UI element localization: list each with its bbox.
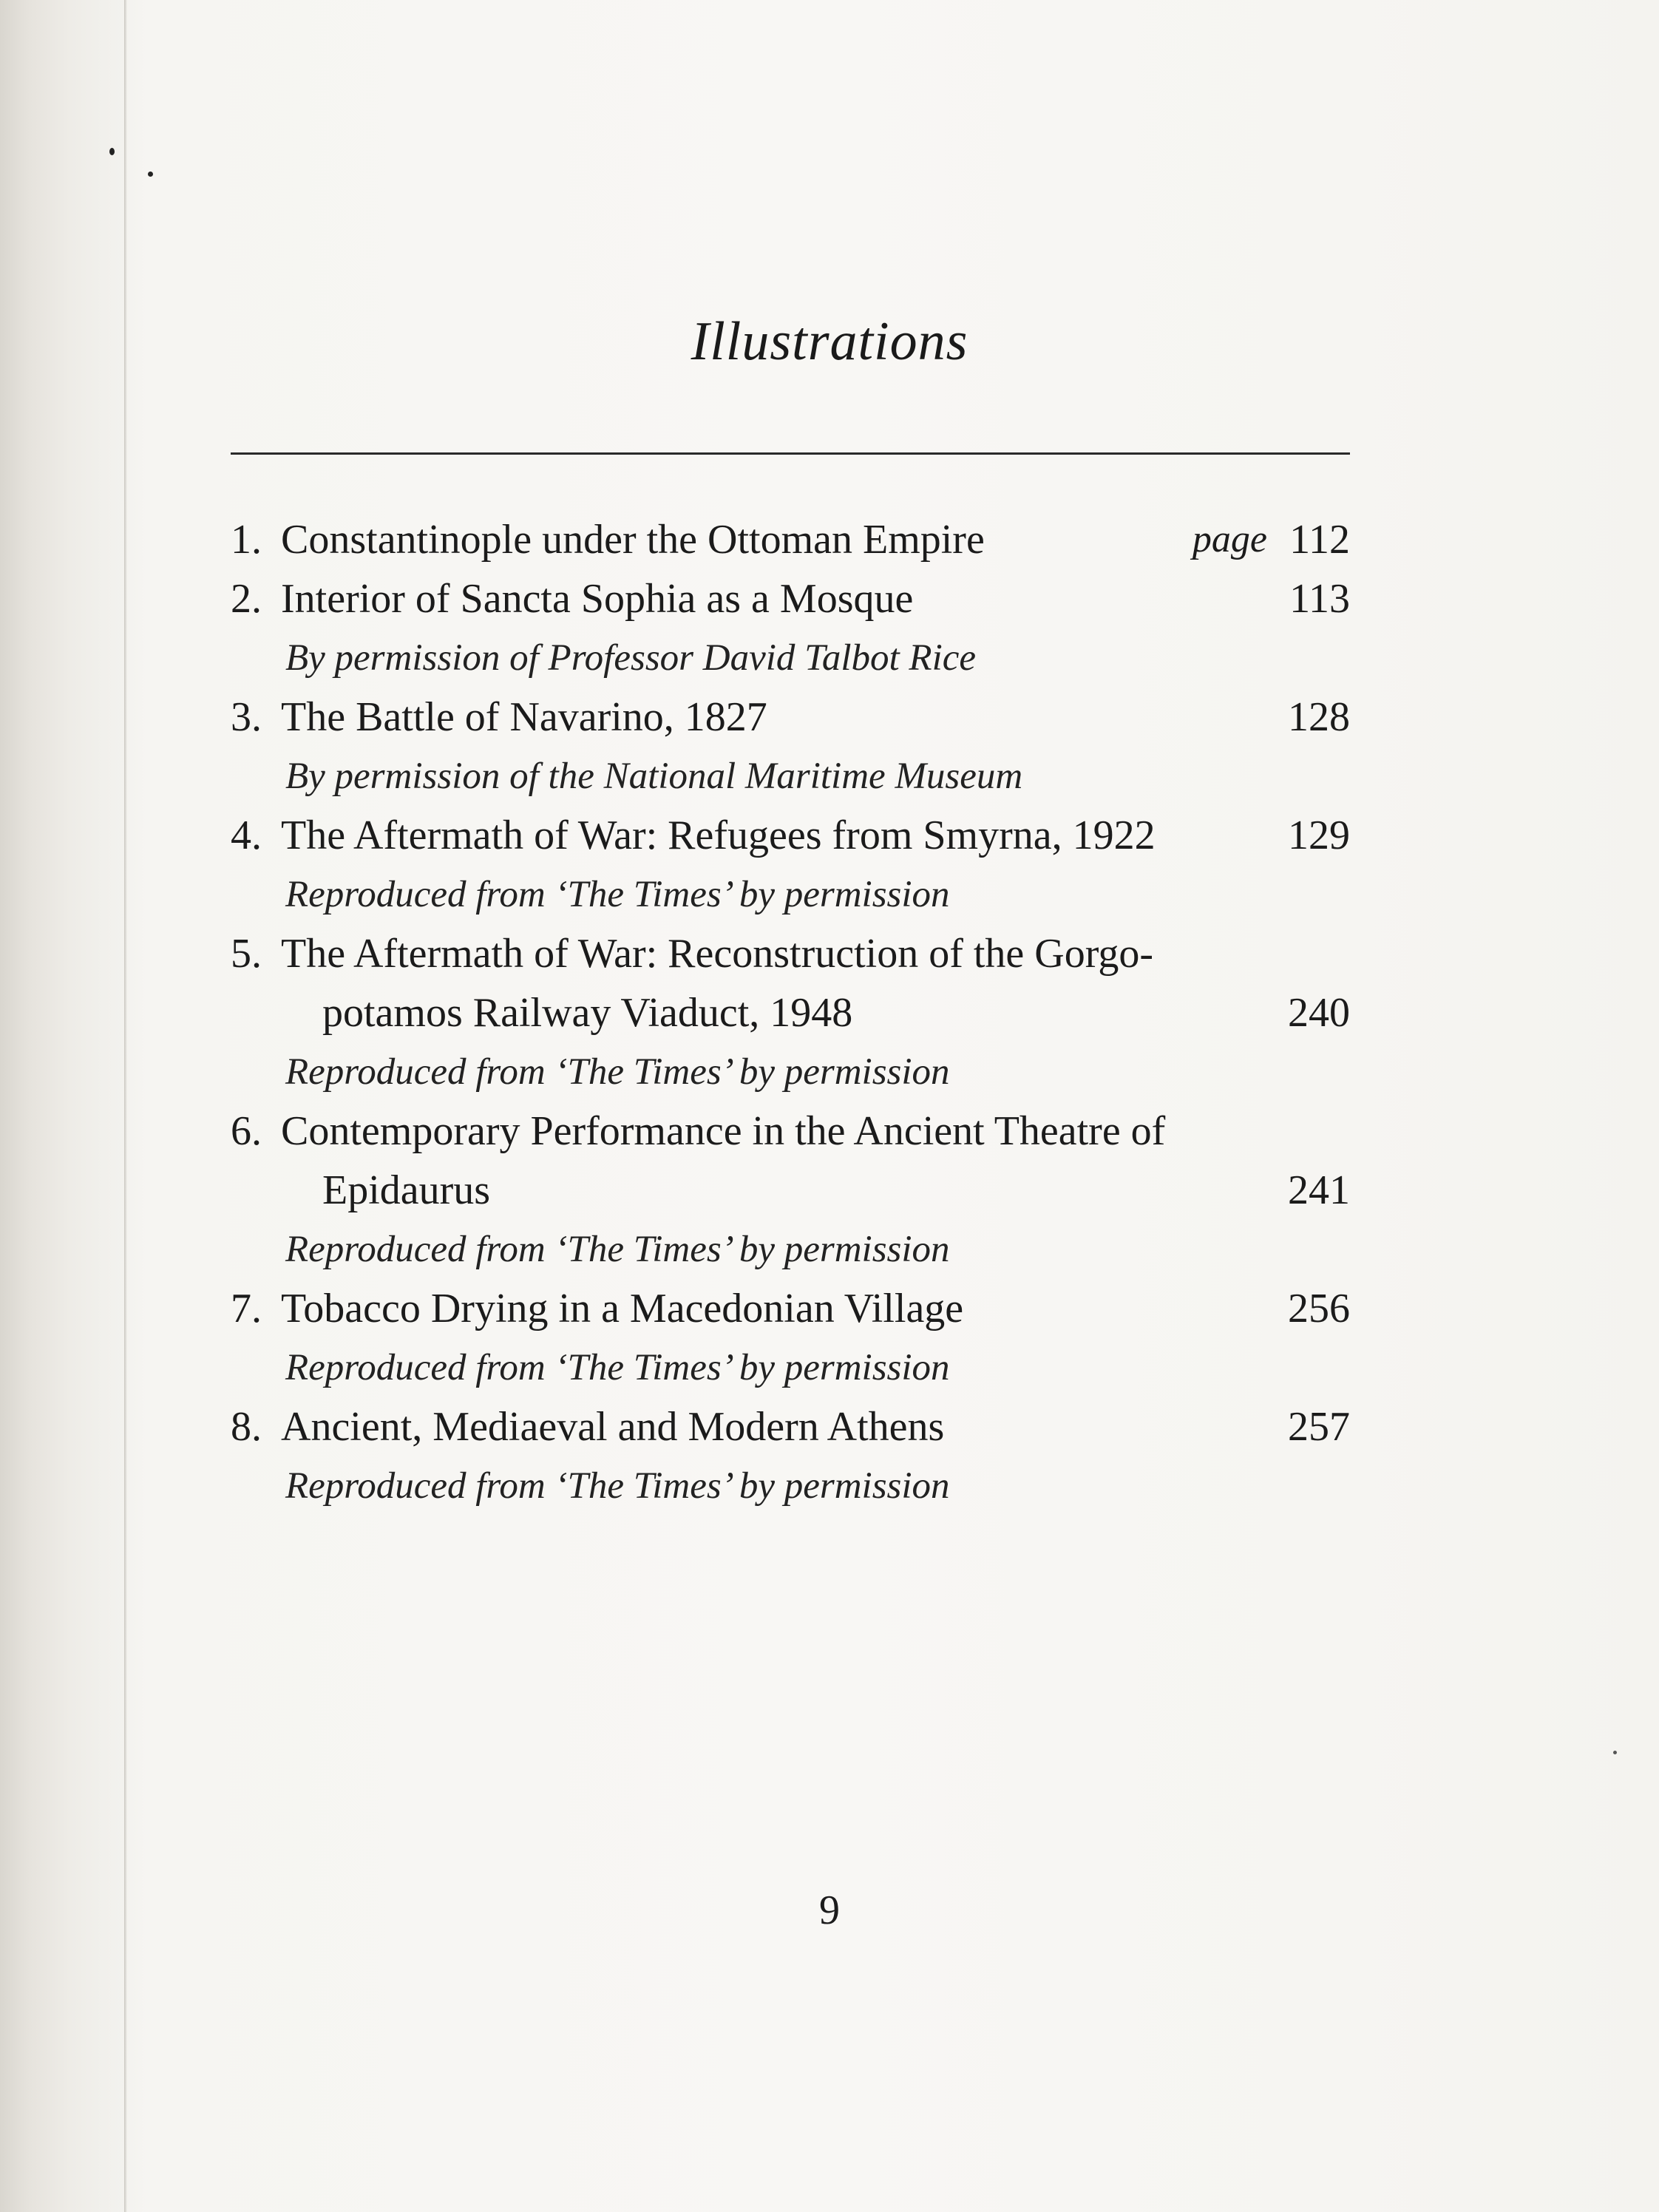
item-caption: Contemporary Performance in the Ancient Theatre of <box>281 1108 1166 1154</box>
item-number: 7. <box>231 1286 262 1331</box>
item-page-number: 113 <box>1289 576 1350 622</box>
list-item <box>231 510 1350 569</box>
item-caption-continued: Epidaurus <box>322 1167 491 1213</box>
item-caption: Ancient, Mediaeval and Modern Athens <box>281 1404 945 1450</box>
item-number: 5. <box>231 931 262 977</box>
page-label: page <box>1192 518 1267 560</box>
title-rule <box>231 452 1350 455</box>
item-caption: Interior of Sancta Sophia as a Mosque <box>281 576 914 622</box>
item-number: 8. <box>231 1404 262 1450</box>
list-item <box>231 806 1350 865</box>
list-item <box>231 569 1350 628</box>
folio-page-number: 9 <box>819 1887 840 1933</box>
list-item <box>231 1397 1350 1456</box>
item-number: 6. <box>231 1108 262 1154</box>
list-item-continuation <box>231 1161 1350 1220</box>
item-page-number: 256 <box>1288 1286 1350 1331</box>
ink-speck <box>148 172 153 177</box>
item-page-number: 240 <box>1288 990 1350 1036</box>
item-credit: Reproduced from ‘The Times’ by permission <box>285 874 950 915</box>
item-page-number: 129 <box>1288 812 1350 858</box>
item-caption: The Battle of Navarino, 1827 <box>281 694 767 740</box>
item-caption-continued: potamos Railway Viaduct, 1948 <box>322 990 853 1036</box>
list-item <box>231 688 1350 747</box>
item-page-number: 257 <box>1288 1404 1350 1450</box>
list-item <box>231 1279 1350 1338</box>
item-caption: Tobacco Drying in a Macedonian Village <box>281 1286 964 1331</box>
item-page-number: 241 <box>1288 1167 1350 1213</box>
ink-speck <box>109 148 115 155</box>
item-credit: Reproduced from ‘The Times’ by permission <box>285 1465 950 1507</box>
item-caption: The Aftermath of War: Reconstruction of the Gorgo- <box>281 931 1153 977</box>
item-credit: Reproduced from ‘The Times’ by permission <box>285 1229 950 1270</box>
item-credit: By permission of Professor David Talbot Rice <box>285 637 977 679</box>
item-number: 1. <box>231 517 262 563</box>
item-credit: Reproduced from ‘The Times’ by permission <box>285 1051 950 1093</box>
item-caption: Constantinople under the Ottoman Empire <box>281 517 985 563</box>
item-page-number: 112 <box>1289 517 1350 563</box>
page-title: Illustrations <box>691 311 968 372</box>
item-number: 2. <box>231 576 262 622</box>
item-page-number: 128 <box>1288 694 1350 740</box>
item-caption: The Aftermath of War: Refugees from Smyrna, 1922 <box>281 812 1156 858</box>
list-item-continuation <box>231 983 1350 1042</box>
item-credit: Reproduced from ‘The Times’ by permission <box>285 1347 950 1388</box>
item-credit: By permission of the National Maritime Museum <box>285 756 1023 797</box>
ink-speck <box>1613 1751 1617 1754</box>
item-number: 3. <box>231 694 262 740</box>
illustrations-list <box>231 510 1350 1516</box>
item-number: 4. <box>231 812 262 858</box>
list-item <box>231 924 1350 983</box>
list-item <box>231 1102 1350 1161</box>
